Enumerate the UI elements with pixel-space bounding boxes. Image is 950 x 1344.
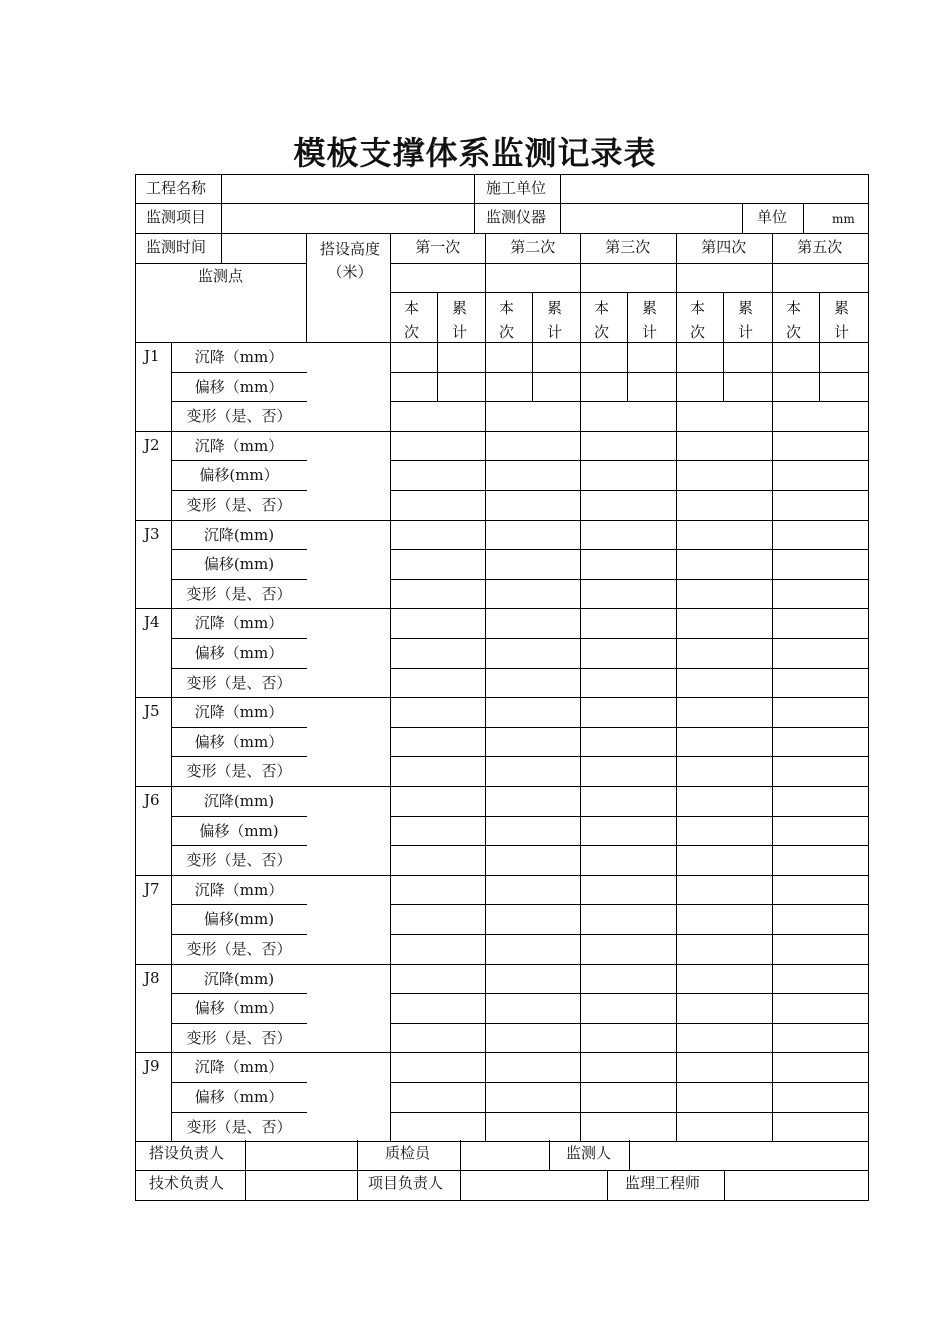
grid-line [135, 431, 869, 432]
grid-line [171, 1082, 307, 1083]
monitor-point-id: J9 [144, 1057, 160, 1076]
grid-line [390, 845, 869, 846]
monitoring-record-table [135, 174, 868, 1200]
measure-label: 变形（是、否） [186, 1028, 292, 1047]
measure-label: 沉降（mm） [194, 348, 284, 366]
project-name-field[interactable] [222, 175, 474, 203]
grid-line [171, 993, 307, 994]
project-manager-label: 项目负责人 [368, 1174, 444, 1192]
measure-label: 偏移（mm） [194, 377, 284, 396]
measure-label: 变形（是、否） [186, 851, 292, 870]
monitor-person-label: 监测人 [566, 1144, 612, 1162]
monitor-point-id: J7 [144, 879, 160, 898]
grid-line [390, 372, 869, 373]
grid-line [135, 1052, 869, 1053]
grid-line [171, 549, 307, 550]
grid-line [607, 1170, 608, 1201]
measure-label: 偏移(mm） [199, 466, 279, 485]
grid-line [171, 845, 307, 846]
measure-label: 变形（是、否） [186, 584, 292, 603]
unit-value: mm [832, 212, 855, 226]
monitor-point-id: J5 [144, 702, 160, 721]
measure-label: 偏移（mm） [194, 999, 284, 1018]
monitor-instrument-label: 监测仪器 [486, 208, 547, 226]
grid-line [390, 460, 869, 461]
grid-line [390, 993, 869, 994]
measure-label: 沉降(mm) [203, 969, 275, 988]
measure-label: 偏移(mm) [203, 555, 275, 574]
grid-line [627, 342, 628, 373]
measure-label: 沉降（mm） [194, 614, 284, 633]
grid-line [485, 233, 486, 1141]
table-border-right [868, 174, 869, 1201]
grid-line [221, 174, 222, 234]
grid-line [532, 342, 533, 373]
monitor-point-id: J3 [144, 524, 160, 543]
technical-person-field[interactable] [246, 1170, 357, 1199]
grid-line [723, 342, 724, 373]
table-border-top [135, 174, 869, 175]
grid-line [171, 490, 307, 491]
grid-line [171, 460, 307, 461]
erection-person-label: 搭设负责人 [149, 1144, 225, 1162]
grid-line [171, 401, 307, 402]
grid-line [171, 904, 307, 905]
monitor-instrument-field[interactable] [561, 204, 742, 233]
measure-label: 沉降(mm) [203, 792, 275, 810]
grid-line [474, 174, 475, 234]
grid-line [390, 233, 391, 1141]
grid-line [135, 520, 869, 521]
measure-label: 沉降（mm） [194, 703, 284, 722]
grid-line [357, 1140, 358, 1201]
this-time-label: 本次 [404, 299, 420, 341]
monitor-point-id: J8 [144, 968, 160, 987]
monitor-person-field[interactable] [630, 1140, 867, 1168]
erection-person-field[interactable] [246, 1140, 357, 1168]
grid-line [171, 727, 307, 728]
measure-label: 偏移（mm） [194, 732, 284, 751]
grid-line [171, 372, 307, 373]
grid-line [135, 875, 869, 876]
grid-line [723, 372, 724, 403]
grid-line [772, 233, 773, 1141]
supervising-engineer-label: 监理工程师 [625, 1174, 701, 1192]
this-time-label: 本次 [499, 299, 515, 341]
round-header-4: 第四次 [701, 238, 747, 256]
grid-line [390, 549, 869, 550]
grid-line [819, 372, 820, 403]
monitor-time-label: 监测时间 [146, 238, 207, 256]
this-time-label: 本次 [786, 299, 802, 341]
measure-label: 沉降（mm） [194, 880, 284, 899]
monitor-item-label: 监测项目 [146, 208, 207, 226]
grid-line [390, 1112, 869, 1113]
cumulative-label: 累计 [547, 299, 563, 341]
supervising-engineer-field[interactable] [725, 1170, 867, 1199]
monitor-point-id: J6 [144, 791, 160, 809]
construction-unit-field[interactable] [561, 175, 867, 203]
height-label: 搭设高度（米） [319, 240, 380, 281]
round-header-3: 第三次 [605, 238, 651, 256]
project-name-label: 工程名称 [146, 179, 207, 197]
measure-label: 变形（是、否） [186, 1117, 292, 1136]
cumulative-label: 累计 [642, 299, 658, 341]
grid-line [627, 372, 628, 403]
grid-line [135, 697, 869, 698]
this-time-label: 本次 [594, 299, 610, 341]
measure-label: 变形（是、否） [186, 496, 292, 514]
monitor-item-field[interactable] [222, 204, 474, 233]
grid-line [390, 263, 869, 264]
round-header-1: 第一次 [415, 238, 461, 256]
grid-line [135, 964, 869, 965]
grid-line [390, 401, 869, 402]
measure-label: 沉降（mm） [194, 436, 284, 455]
measure-label: 偏移（mm) [199, 821, 279, 840]
cumulative-label: 累计 [834, 299, 850, 341]
grid-line [676, 233, 677, 1141]
monitor-time-field[interactable] [222, 234, 305, 263]
grid-line [390, 292, 869, 293]
round-header-5: 第五次 [797, 238, 843, 256]
grid-line [390, 934, 869, 935]
grid-line [171, 1112, 307, 1113]
grid-line [437, 342, 438, 373]
grid-line [306, 233, 307, 343]
grid-line [803, 203, 804, 234]
grid-line [171, 638, 307, 639]
measure-label: 变形（是、否） [186, 940, 292, 958]
grid-line [390, 756, 869, 757]
grid-line [221, 233, 222, 264]
grid-line [390, 904, 869, 905]
grid-line [549, 1140, 550, 1171]
grid-line [171, 934, 307, 935]
quality-inspector-label: 质检员 [385, 1144, 431, 1162]
grid-line [171, 816, 307, 817]
measure-label: 偏移(mm) [203, 910, 275, 929]
monitor-point-id: J2 [144, 435, 160, 454]
measure-label: 变形（是、否） [186, 762, 292, 781]
measure-label: 偏移（mm） [194, 1088, 284, 1106]
cumulative-label: 累计 [452, 299, 468, 341]
grid-line [171, 668, 307, 669]
grid-line [819, 342, 820, 373]
measure-label: 沉降(mm) [203, 525, 275, 544]
grid-line [580, 233, 581, 1141]
quality-inspector-field[interactable] [461, 1140, 549, 1168]
grid-line [532, 372, 533, 403]
grid-line [742, 203, 743, 234]
this-time-label: 本次 [690, 299, 706, 341]
grid-line [171, 579, 307, 580]
unit-label: 单位 [757, 208, 788, 226]
grid-line [390, 1082, 869, 1083]
measure-label: 变形（是、否） [186, 407, 292, 426]
grid-line [437, 372, 438, 403]
project-manager-field[interactable] [461, 1170, 607, 1199]
round-header-2: 第二次 [510, 238, 556, 256]
measure-label: 偏移（mm） [194, 644, 284, 662]
construction-unit-label: 施工单位 [486, 179, 547, 197]
grid-line [171, 756, 307, 757]
grid-line [390, 668, 869, 669]
measure-label: 沉降（mm） [194, 1058, 284, 1077]
monitor-point-id: J1 [144, 347, 160, 365]
technical-person-label: 技术负责人 [149, 1174, 225, 1192]
grid-line [390, 816, 869, 817]
grid-line [390, 490, 869, 491]
measure-label: 变形（是、否） [186, 673, 292, 692]
grid-line [135, 608, 869, 609]
page-title: 模板支撑体系监测记录表 [293, 134, 657, 172]
cumulative-label: 累计 [738, 299, 754, 341]
grid-line [560, 174, 561, 234]
grid-line [390, 638, 869, 639]
monitor-point-id: J4 [144, 613, 160, 632]
grid-line [171, 1023, 307, 1024]
table-border-left [135, 174, 136, 1201]
grid-line [390, 727, 869, 728]
point-label: 监测点 [197, 267, 243, 285]
grid-line [135, 203, 869, 204]
grid-line [135, 786, 869, 787]
grid-line [390, 579, 869, 580]
grid-line [390, 1023, 869, 1024]
grid-line [135, 233, 869, 234]
